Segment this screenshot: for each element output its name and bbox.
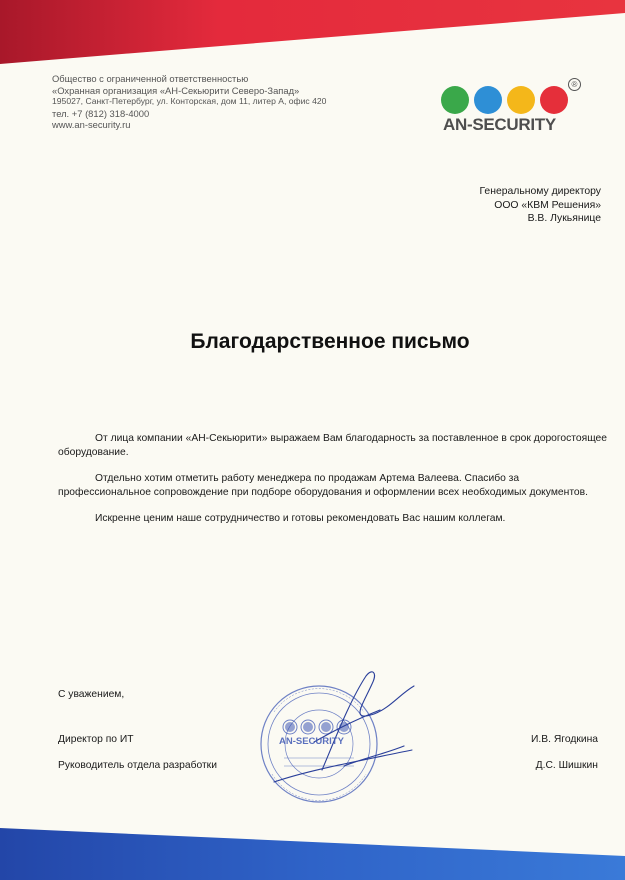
closing-phrase: С уважением, (58, 689, 125, 700)
letter-title: Благодарственное письмо (190, 330, 470, 353)
sender-address: 195027, Санкт-Петербург, ул. Конторская, дом 11, литер А, офис 420 (52, 96, 327, 107)
body-paragraph-2: Отдельно хотим отметить работу менеджера по продажам Артема Валеева. Спасибо за профессиональное сопровождение при подборе оборудования и оформлении всех необходимых документов. (58, 473, 588, 498)
sender-phone: тел. +7 (812) 318-4000 (52, 107, 150, 119)
bottom-blue-band (0, 800, 625, 880)
body-paragraph-3: Искренне ценим наше сотрудничество и готовы рекомендовать Вас нашим коллегам. (95, 513, 506, 525)
signer-name-2: Д.С. Шишкин (535, 760, 598, 771)
registered-mark: ® (568, 78, 581, 91)
recipient-block (480, 185, 602, 226)
signer-role-1: Директор по ИТ (58, 734, 134, 745)
stamp-logo-text: AN-SECURITY (279, 736, 344, 747)
sender-org-name: «Охранная организация «АН-Секьюрити Северо-Запад» (52, 84, 300, 96)
recipient-company: ООО «КВМ Решения» (494, 199, 601, 211)
letter-body (58, 432, 610, 539)
sender-website: www.an-security.ru (52, 119, 131, 131)
company-logo-text: AN-SECURITY (443, 115, 556, 134)
sender-block (52, 73, 326, 131)
sender-org-type: Общество с ограниченной ответственностью (52, 73, 249, 84)
top-red-band (0, 0, 625, 80)
recipient-name: В.В. Лукьянице (527, 213, 601, 224)
signer-name-1: И.В. Ягодкина (531, 734, 598, 745)
recipient-title: Генеральному директору (479, 186, 601, 197)
signer-role-2: Руководитель отдела разработки (58, 760, 217, 771)
body-paragraph-1: От лица компании «АН-Секьюрити» выражаем Вам благодарность за поставленное в срок дорогостоящее оборудование. (58, 433, 608, 458)
